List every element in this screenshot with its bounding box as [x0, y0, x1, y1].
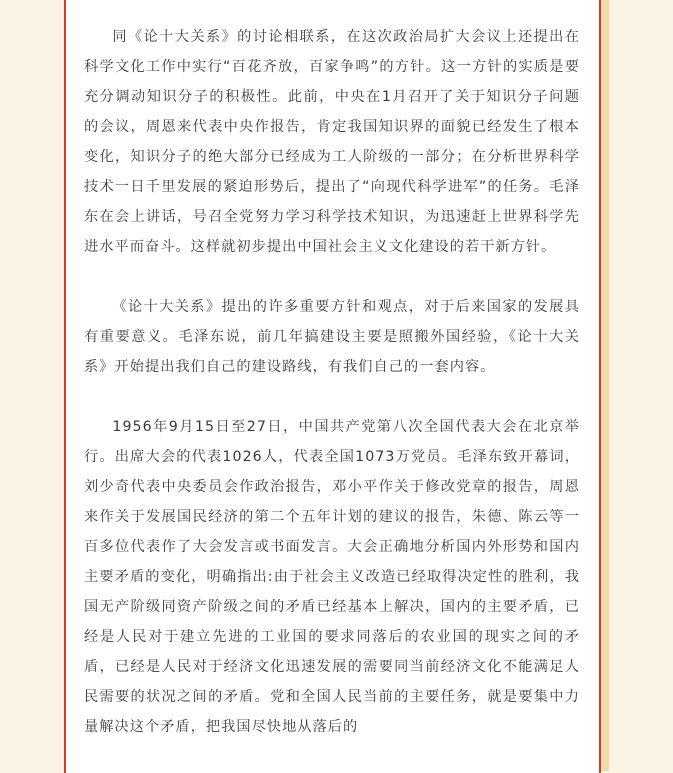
paragraph-3: 1956年9月15日至27日，中国共产党第八次全国代表大会在北京举行。出席大会的代表1026人，代表全国1073万党员。毛泽东致开幕词，刘少奇代表中央委员会作政治报告，邓小平作关于修改党章的报告，周恩来作关于发展国民经济的第二个五年计划的建议的报告，朱德、陈云等一百多位代表作了大会发言或书面发言。大会正确地分析国内外形势和国内主要矛盾的变化，明确指出:由于社会主义改造已经取得决定性的胜利，我国无产阶级同资产阶级之间的矛盾已经基本上解决，国内的主要矛盾，已经是人民对于建立先进的工业国的要求同落后的农业国的现实之间的矛盾，已经是人民对于经济文化迅速发展的需要同当前经济文化不能满足人民需要的状况之间的矛盾。党和全国人民当前的主要任务，就是要集中力量解决这个矛盾，把我国尽快地从落后的 — [84, 419, 580, 735]
article-body — [84, 22, 580, 772]
article-card — [64, 0, 601, 773]
paragraph-2: 《论十大关系》提出的许多重要方针和观点，对于后来国家的发展具有重要意义。毛泽东说，前几年搞建设主要是照搬外国经验，《论十大关系》开始提出我们自己的建设路线，有我们自己的一套内容。 — [84, 299, 580, 375]
left-margin — [0, 0, 64, 771]
paragraph-1: 同《论十大关系》的讨论相联系，在这次政治局扩大会议上还提出在科学文化工作中实行“百花齐放，百家争鸣”的方针。这一方针的实质是要充分调动知识分子的积极性。此前，中央在1月召开了关于知识分子问题的会议，周恩来代表中央作报告，肯定我国知识界的面貌已经发生了根本变化，知识分子的绝大部分已经成为工人阶级的一部分；在分析世界科学技术一日千里发展的紧迫形势后，提出了“向现代科学进军”的任务。毛泽东在会上讲话，号召全党努力学习科学技术知识，为迅速赶上世界科学先进水平而奋斗。这样就初步提出中国社会主义文化建设的若干新方针。 — [84, 29, 580, 255]
right-margin-strip — [601, 0, 673, 771]
